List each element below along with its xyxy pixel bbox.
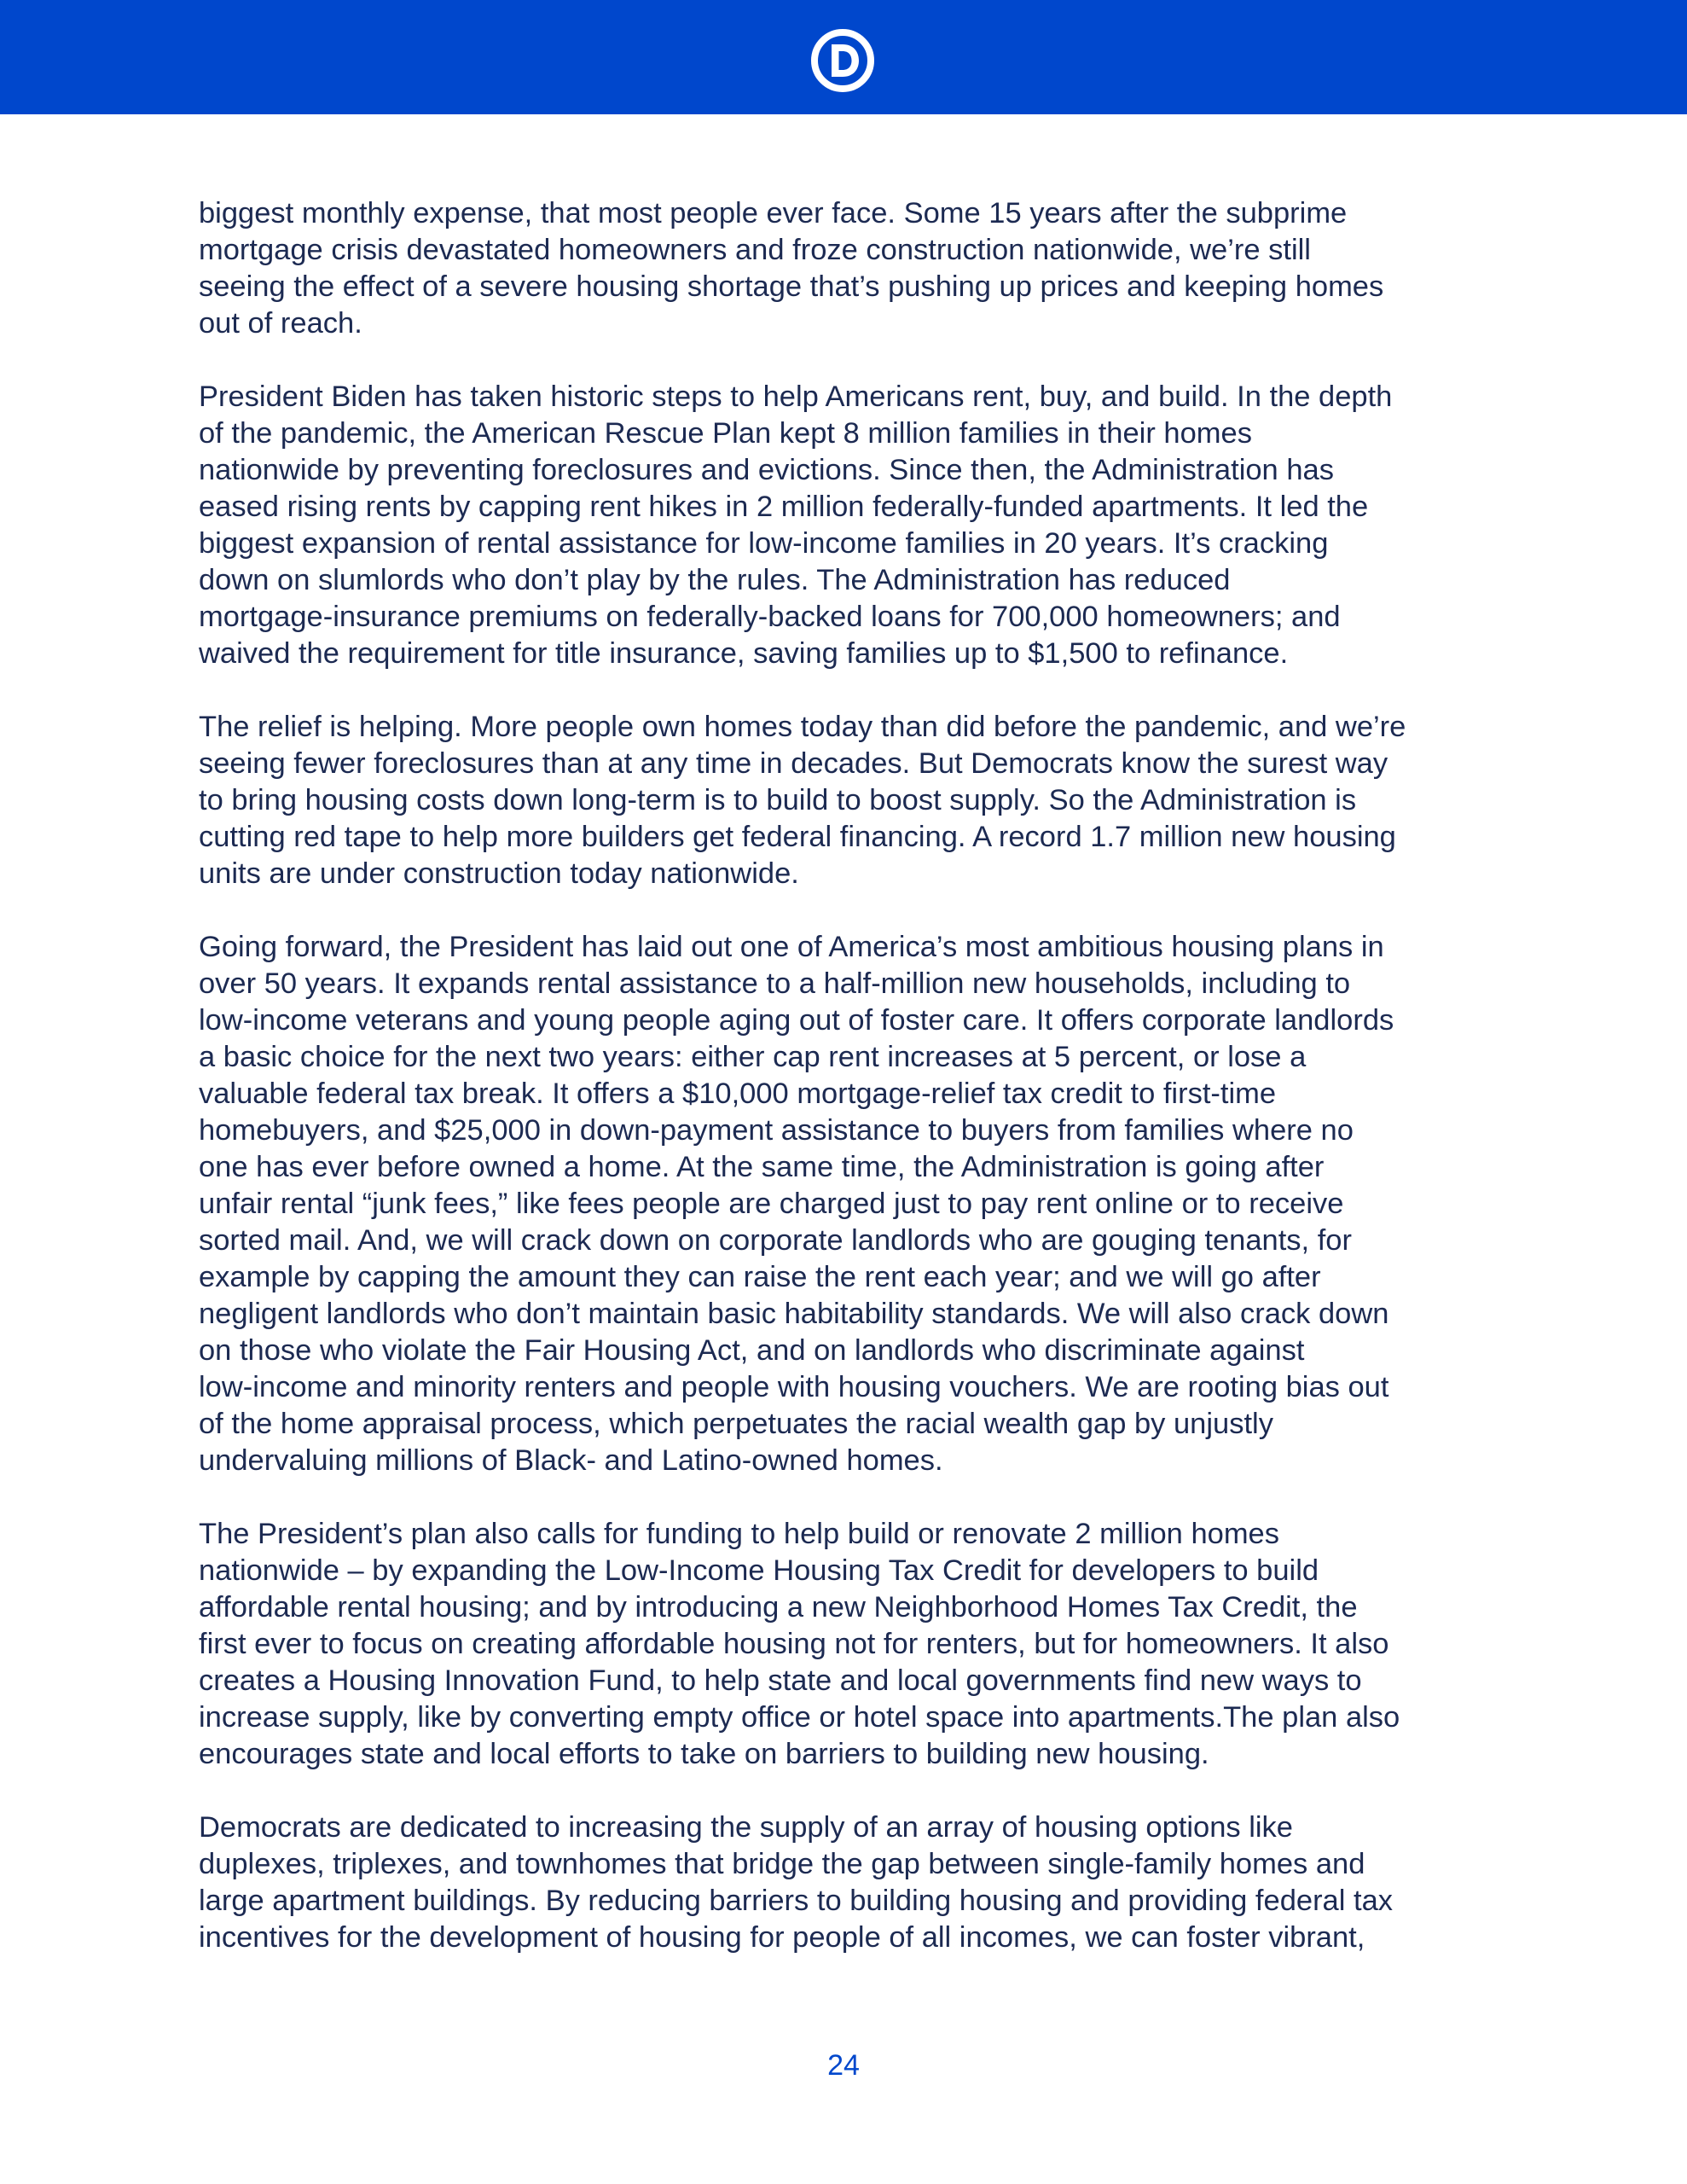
text-line: biggest expansion of rental assistance for low-income families in 20 years. It’s cracking: [199, 527, 1329, 560]
text-line: waived the requirement for title insurance, saving families up to $1,500 to refinance.: [199, 637, 1289, 670]
text-line: low-income veterans and young people aging out of foster care. It offers corporate landlords: [199, 1004, 1394, 1037]
text-line: of the home appraisal process, which perpetuates the racial wealth gap by unjustly: [199, 1408, 1273, 1440]
text-line: duplexes, triplexes, and townhomes that bridge the gap between single-family homes and: [199, 1848, 1365, 1880]
text-line: President Biden has taken historic steps to help Americans rent, buy, and build. In the depth: [199, 380, 1393, 413]
text-line: mortgage-insurance premiums on federally-backed loans for 700,000 homeowners; and: [199, 601, 1341, 633]
paragraph: [199, 1516, 1495, 1773]
text-line: to bring housing costs down long-term is to build to boost supply. So the Administration is: [199, 784, 1357, 816]
page-number: 24: [827, 2049, 860, 2082]
text-line: out of reach.: [199, 307, 362, 340]
text-line: Democrats are dedicated to increasing the supply of an array of housing options like: [199, 1811, 1293, 1844]
democrats-d-logo-icon: [810, 28, 875, 93]
text-line: cutting red tape to help more builders get federal financing. A record 1.7 million new housing: [199, 821, 1396, 853]
text-line: The relief is helping. More people own homes today than did before the pandemic, and we’re: [199, 711, 1406, 743]
text-line: over 50 years. It expands rental assistance to a half-million new households, including to: [199, 967, 1351, 1000]
top-banner: [0, 0, 1687, 114]
text-line: affordable rental housing; and by introducing a new Neighborhood Homes Tax Credit, the: [199, 1591, 1358, 1623]
text-line: incentives for the development of housing for people of all incomes, we can foster vibrant,: [199, 1921, 1365, 1954]
text-line: The President’s plan also calls for funding to help build or renovate 2 million homes: [199, 1518, 1279, 1550]
text-line: nationwide – by expanding the Low-Income Housing Tax Credit for developers to build: [199, 1554, 1319, 1587]
text-line: biggest monthly expense, that most people ever face. Some 15 years after the subprime: [199, 197, 1348, 229]
paragraph: [199, 1809, 1495, 1956]
text-line: down on slumlords who don’t play by the rules. The Administration has reduced: [199, 564, 1231, 596]
text-line: Going forward, the President has laid out one of America’s most ambitious housing plans in: [199, 931, 1384, 963]
text-line: undervaluing millions of Black- and Latino-owned homes.: [199, 1444, 943, 1477]
text-line: creates a Housing Innovation Fund, to help state and local governments find new ways to: [199, 1664, 1362, 1697]
paragraph: [199, 709, 1495, 892]
paragraph: [199, 379, 1495, 672]
text-line: example by capping the amount they can raise the rent each year; and we will go after: [199, 1261, 1321, 1293]
text-line: seeing the effect of a severe housing shortage that’s pushing up prices and keeping homes: [199, 270, 1384, 303]
text-line: on those who violate the Fair Housing Act, and on landlords who discriminate against: [199, 1334, 1305, 1367]
text-line: eased rising rents by capping rent hikes in 2 million federally-funded apartments. It led the: [199, 491, 1369, 523]
text-line: one has ever before owned a home. At the same time, the Administration is going after: [199, 1151, 1325, 1183]
text-line: mortgage crisis devastated homeowners and froze construction nationwide, we’re still: [199, 234, 1311, 266]
text-line: sorted mail. And, we will crack down on corporate landlords who are gouging tenants, for: [199, 1224, 1352, 1257]
text-line: seeing fewer foreclosures than at any time in decades. But Democrats know the surest way: [199, 747, 1388, 780]
paragraph: [199, 929, 1495, 1479]
text-line: units are under construction today nationwide.: [199, 857, 799, 890]
text-line: a basic choice for the next two years: either cap rent increases at 5 percent, or lose a: [199, 1041, 1307, 1073]
paragraph: [199, 195, 1495, 342]
text-line: encourages state and local efforts to take on barriers to building new housing.: [199, 1738, 1209, 1770]
text-line: of the pandemic, the American Rescue Plan kept 8 million families in their homes: [199, 417, 1252, 450]
body-text: [199, 195, 1495, 1956]
text-line: large apartment buildings. By reducing barriers to building housing and providing federal tax: [199, 1885, 1394, 1917]
text-line: nationwide by preventing foreclosures and evictions. Since then, the Administration has: [199, 454, 1334, 486]
text-line: homebuyers, and $25,000 in down-payment assistance to buyers from families where no: [199, 1114, 1354, 1147]
text-line: valuable federal tax break. It offers a $10,000 mortgage-relief tax credit to first-time: [199, 1077, 1277, 1110]
text-line: negligent landlords who don’t maintain basic habitability standards. We will also crack down: [199, 1298, 1389, 1330]
text-line: unfair rental “junk fees,” like fees people are charged just to pay rent online or to receive: [199, 1188, 1344, 1220]
text-line: low-income and minority renters and people with housing vouchers. We are rooting bias out: [199, 1371, 1389, 1403]
text-line: first ever to focus on creating affordable housing not for renters, but for homeowners. It also: [199, 1628, 1389, 1660]
text-line: increase supply, like by converting empty office or hotel space into apartments.The plan also: [199, 1701, 1400, 1734]
